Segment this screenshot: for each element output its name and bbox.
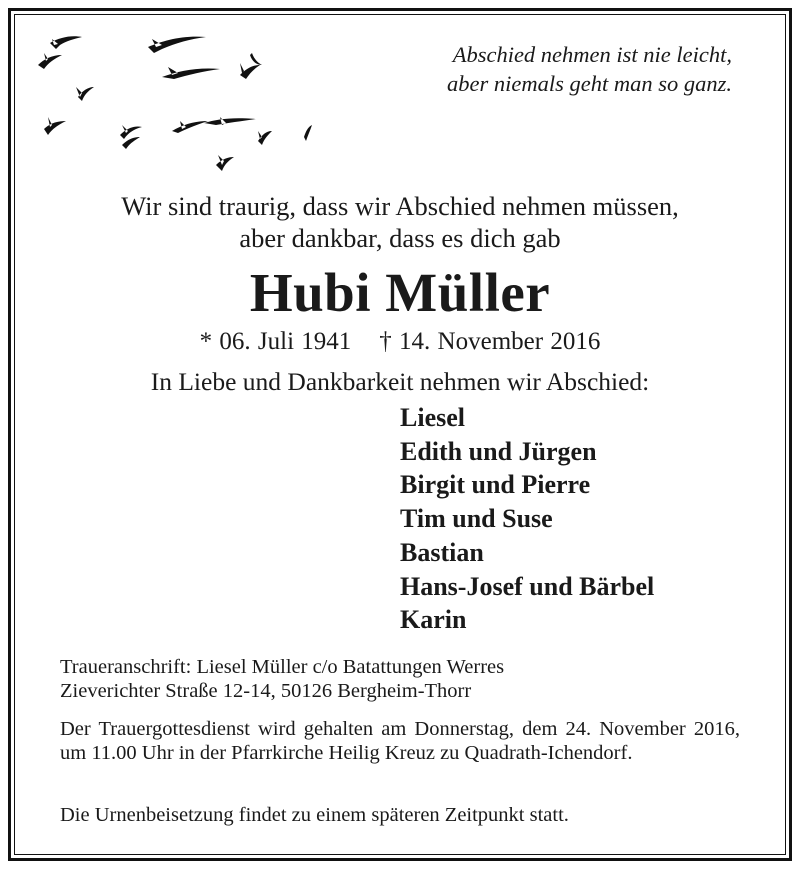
birth-date: * 06. Juli 1941	[199, 328, 352, 355]
list-item: Karin	[400, 605, 467, 635]
intro-text	[0, 190, 800, 254]
address-line-1: Traueranschrift: Liesel Müller c/o Batattungen Werres	[60, 656, 505, 678]
quote-line-1: Abschied nehmen ist nie leicht,	[452, 42, 732, 67]
quote-line-2: aber niemals geht man so ganz.	[447, 71, 732, 96]
list-item: Liesel	[400, 403, 465, 432]
list-item: Edith und Jürgen	[400, 436, 597, 466]
list-item: Bastian	[400, 537, 484, 567]
urn-burial-info: Die Urnenbeisetzung findet zu einem späteren Zeitpunkt statt.	[60, 804, 569, 826]
address-line-2: Zieverichter Straße 12-14, 50126 Bergheim-Thorr	[60, 680, 472, 702]
quote	[447, 40, 732, 98]
intro-line-2: aber dankbar, dass es dich gab	[239, 223, 561, 253]
death-date: † 14. November 2016	[379, 328, 601, 355]
intro-line-1: Wir sind traurig, dass wir Abschied nehmen müssen,	[121, 191, 679, 221]
farewell-line: In Liebe und Dankbarkeit nehmen wir Abschied:	[150, 367, 650, 396]
mourning-address	[60, 655, 740, 703]
funeral-service-info: Der Trauergottesdienst wird gehalten am Donnerstag, dem 24. November 2016, um 11.00 Uhr in der Pfarrkirche Heilig Kreuz zu Quadrath-Ichendorf.	[60, 718, 740, 764]
list-item: Hans-Josef und Bärbel	[400, 571, 655, 601]
list-item: Birgit und Pierre	[400, 470, 591, 500]
life-dates	[0, 326, 800, 358]
list-item: Tim und Suse	[400, 504, 553, 534]
mourners-list	[400, 401, 654, 637]
flying-birds-icon	[30, 25, 330, 185]
deceased-name: Hubi Müller	[249, 262, 551, 323]
